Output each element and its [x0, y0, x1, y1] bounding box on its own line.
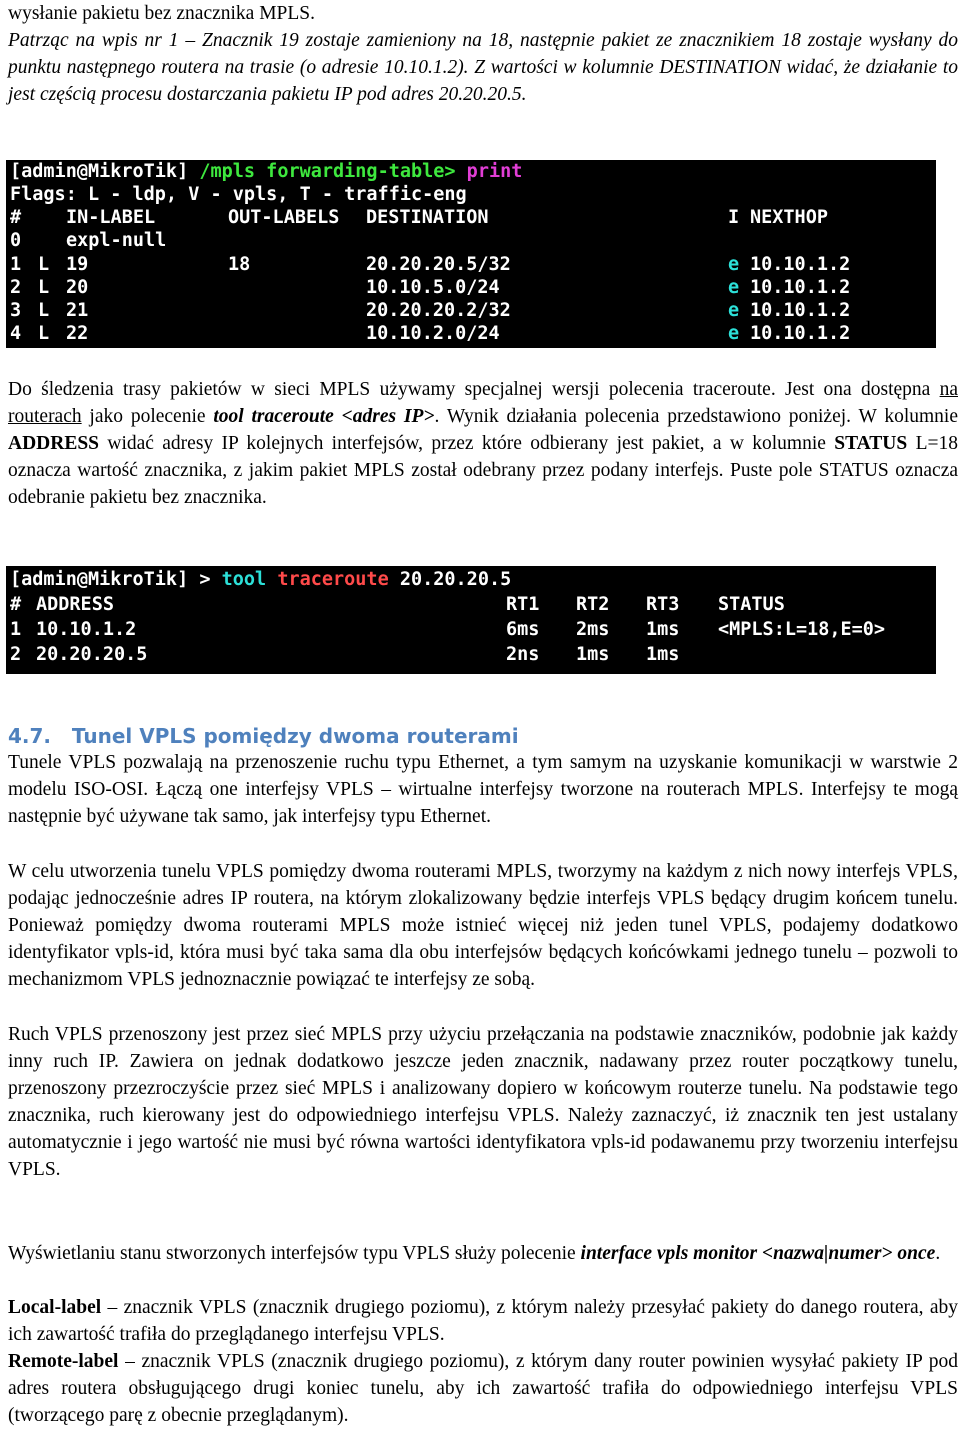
row-nexthop: 10.10.1.2 [750, 254, 851, 275]
row-destination: 10.10.2.0/24 [366, 323, 500, 344]
row-num: 0 [10, 230, 22, 251]
text-run: jako polecenie [81, 406, 214, 427]
remote-label-definition [8, 1348, 958, 1429]
col-rt1-header: RT1 [506, 594, 540, 615]
terminal-command: print [455, 161, 523, 182]
col-nexthop-header: NEXTHOP [750, 207, 828, 228]
row-address: 10.10.1.2 [36, 619, 137, 640]
row-interface: e [728, 300, 740, 321]
terminal-subcommand: traceroute [266, 569, 389, 590]
vpls-monitor-command: interface vpls monitor <nazwa|numer> once [580, 1243, 936, 1264]
row-destination: 20.20.20.5/32 [366, 254, 511, 275]
col-address-header: ADDRESS [36, 594, 114, 615]
address-term: ADDRESS [8, 433, 100, 454]
text-run: . [935, 1243, 941, 1264]
text-run: Wyświetlaniu stanu stworzonych interfejsów typu VPLS służy polecenie [8, 1243, 581, 1264]
row-destination: 20.20.20.2/32 [366, 300, 511, 321]
traceroute-terminal [6, 566, 936, 674]
row-interface: e [728, 323, 740, 344]
section-title: Tunel VPLS pomiędzy dwoma routerami [71, 724, 519, 748]
text-run: . Wynik działania polecenia przedstawiono poniżej. W kolumnie [434, 406, 958, 427]
section-heading [8, 722, 519, 750]
row-flag: L [38, 277, 50, 298]
col-num-header: # [10, 594, 22, 615]
col-status-header: STATUS [718, 594, 785, 615]
section-number: 4.7. [8, 724, 52, 748]
row-interface: e [728, 254, 740, 275]
row-num: 1 [10, 619, 22, 640]
row-out-labels: 18 [228, 254, 251, 275]
row-rt2: 1ms [576, 644, 610, 665]
forwarding-table-terminal [6, 160, 936, 348]
col-out-labels-header: OUT-LABELS [228, 207, 340, 228]
intro-italic-text: Patrząc na wpis nr 1 – Znacznik 19 zostaje zamieniony na 18, następnie pakiet ze znacznikiem 18 zostaje wysłany do punktu następnego routera na trasie (o adresie 10.10.1.2). Z wartości w kolumnie DESTINATION widać, że działanie to jest częścią procesu dostarczania pakietu IP pod adres 20.20.20.5. [8, 30, 958, 105]
col-num-header: # [10, 207, 22, 228]
row-in-label: expl-null [66, 230, 167, 251]
col-in-label-header: IN-LABEL [66, 207, 156, 228]
row-nexthop: 10.10.1.2 [750, 300, 851, 321]
body-paragraph-4 [8, 1240, 958, 1267]
row-nexthop: 10.10.1.2 [750, 323, 851, 344]
row-in-label: 21 [66, 300, 89, 321]
remote-label-description: – znacznik VPLS (znacznik drugiego poziomu), z którym dany router powinien wysyłać pakiety IP pod adres routera obsługującego drugi koniec tunelu, aby ich zawartość trafiła do odpowiedniego interfejsu VPLS (tworzącego parę z obecnie przeglądanym). [8, 1351, 958, 1426]
col-rt3-header: RT3 [646, 594, 680, 615]
row-rt2: 2ms [576, 619, 610, 640]
terminal-target: 20.20.20.5 [388, 569, 512, 590]
terminal-command-line [10, 160, 522, 184]
terminal-prompt: [admin@MikroTik] [10, 161, 200, 182]
row-num: 4 [10, 323, 22, 344]
traceroute-paragraph [8, 376, 958, 511]
terminal-command-line [10, 568, 511, 592]
col-rt2-header: RT2 [576, 594, 610, 615]
col-destination-header: DESTINATION [366, 207, 489, 228]
row-num: 2 [10, 644, 22, 665]
row-rt1: 6ms [506, 619, 540, 640]
terminal-flags-line: Flags: L - ldp, V - vpls, T - traffic-eng [10, 184, 467, 205]
intro-paragraph [8, 0, 958, 108]
intro-line: wysłanie pakietu bez znacznika MPLS. [8, 3, 316, 24]
local-label-term: Local-label [8, 1297, 102, 1318]
body-paragraph-2: W celu utworzenia tunelu VPLS pomiędzy dwoma routerami MPLS, tworzymy na każdym z nich nowy interfejs VPLS, podając jednocześnie adres IP routera, na którym zlokalizowany będzie interfejs VPLS będący drugim końcem tunelu. Ponieważ pomiędzy dwoma routerami MPLS może istnieć więcej niż jeden tunel VPLS, podajemy dodatkowo identyfikator vpls-id, która musi być taka sama dla obu interfejsów będących końcówkami jednego tunelu – pozwoli to mechanizmom VPLS jednoznacznie powiązać te interfejsy ze sobą. [8, 861, 958, 990]
text-run: Do śledzenia trasy pakietów w sieci MPLS używamy specjalnej wersji polecenia traceroute. Jest ona dostępna [8, 379, 940, 400]
row-flag: L [38, 323, 50, 344]
row-rt3: 1ms [646, 644, 680, 665]
row-num: 2 [10, 277, 22, 298]
terminal-tool-keyword: tool [221, 569, 267, 590]
row-interface: e [728, 277, 740, 298]
row-in-label: 22 [66, 323, 89, 344]
routers-link[interactable]: na routerach [8, 379, 958, 427]
text-run: L=18 oznacza wartość znacznika, z jakim pakiet MPLS został odebrany przez podany interfejs. Puste pole STATUS oznacza odebranie pakietu bez znacznika. [8, 433, 958, 508]
local-label-description: – znacznik VPLS (znacznik drugiego poziomu), z którym należy przesyłać pakiety do danego routera, aby ich zawartość trafiła do przeglądanego interfejsu VPLS. [8, 1297, 958, 1345]
row-address: 20.20.20.5 [36, 644, 148, 665]
row-num: 3 [10, 300, 22, 321]
row-rt3: 1ms [646, 619, 680, 640]
row-nexthop: 10.10.1.2 [750, 277, 851, 298]
body-paragraph-3: Ruch VPLS przenoszony jest przez sieć MPLS przy użyciu przełączania na podstawie znaczników, podobnie jak każdy inny ruch IP. Zawiera on jednak dodatkowo jeszcze jeden znacznik, nadawany przez router początkowy tunelu, przenoszony przezroczyście przez sieć MPLS i analizowany dopiero w końcowym routerze tunelu. Na podstawie tego znacznika, ruch kierowany jest do odpowiedniego interfejsu VPLS. Należy zaznaczyć, iż znacznik ten jest ustalany automatycznie i jego wartość nie musi być równa wartości identyfikatora vpls-id podawanemu przy tworzeniu interfejsu VPLS. [8, 1024, 958, 1180]
row-destination: 10.10.5.0/24 [366, 277, 500, 298]
local-label-definition [8, 1294, 958, 1348]
remote-label-term: Remote-label [8, 1351, 119, 1372]
terminal-prompt: [admin@MikroTik] > [10, 569, 222, 590]
row-flag: L [38, 300, 50, 321]
row-in-label: 19 [66, 254, 89, 275]
row-num: 1 [10, 254, 22, 275]
body-paragraph-1: Tunele VPLS pozwalają na przenoszenie ruchu typu Ethernet, a tym samym na uzyskanie komunikacji w warstwie 2 modelu ISO-OSI. Łączą one interfejsy VPLS – wirtualne interfejsy tworzone na routerach MPLS. Interfejsy te mogą następnie być używane tak samo, jak interfejsy typu Ethernet. [8, 752, 958, 827]
row-flag: L [38, 254, 50, 275]
text-run: widać adresy IP kolejnych interfejsów, przez które odbierany jest pakiet, a w kolumnie [99, 433, 835, 454]
row-in-label: 20 [66, 277, 89, 298]
row-rt1: 2ns [506, 644, 540, 665]
col-interface-header: I [728, 207, 740, 228]
traceroute-command: tool traceroute <adres IP> [213, 406, 435, 427]
terminal-command-path: /mpls forwarding-table> [199, 161, 456, 182]
status-term: STATUS [834, 433, 908, 454]
row-status: <MPLS:L=18,E=0> [718, 619, 886, 640]
